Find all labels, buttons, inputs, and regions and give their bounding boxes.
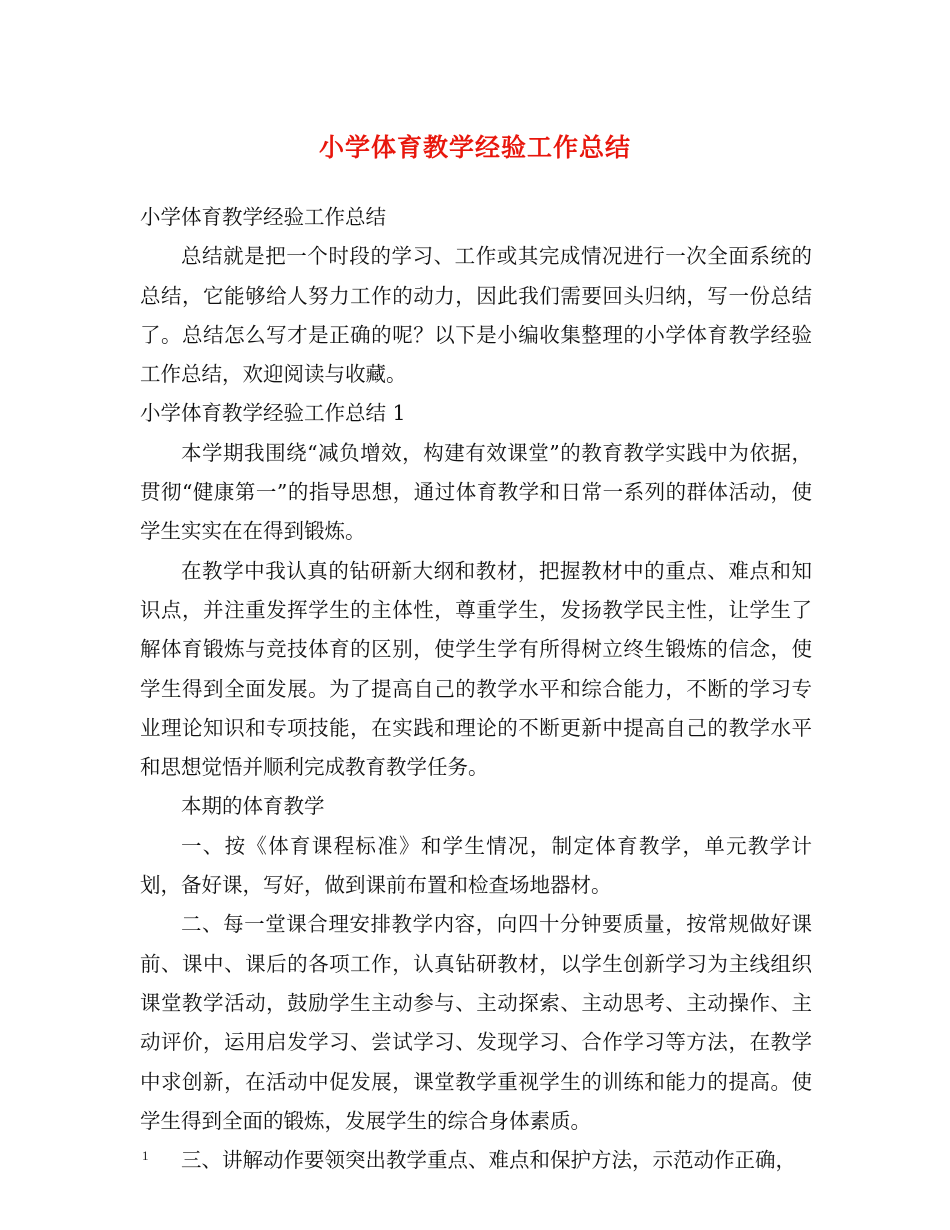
- paragraph: 总结就是把一个时段的学习、工作或其完成情况进行一次全面系统的总结，它能够给人努力工作的动力，因此我们需要回头归纳，写一份总结了。总结怎么写才是正确的呢？以下是小编收集整理的小学体育教学经验工作总结，欢迎阅读与收藏。: [140, 244, 812, 387]
- document-title: 小学体育教学经验工作总结: [318, 133, 631, 162]
- paragraph: 本期的体育教学: [181, 794, 325, 819]
- page-number: 1: [142, 1148, 149, 1163]
- paragraph: 本学期我围绕“减负增效，构建有效课堂”的教育教学实践中为依据，贯彻“健康第一”的指导思想，通过体育教学和日常一系列的群体活动，使学生实实在在得到锻炼。: [140, 440, 812, 544]
- paragraph: 一、按《体育课程标准》和学生情况，制定体育教学，单元教学计划，备好课，写好，做到课前布置和检查场地器材。: [140, 833, 812, 898]
- paragraph: 在教学中我认真的钻研新大纲和教材，把握教材中的重点、难点和知识点，并注重发挥学生的主体性，尊重学生，发扬教学民主性，让学生了解体育锻炼与竞技体育的区别，使学生学有所得树立终生锻炼的信念，使学生得到全面发展。为了提高自己的教学水平和综合能力，不断的学习专业理论知识和专项技能，在实践和理论的不断更新中提高自己的教学水平和思想觉悟并顺利完成教育教学任务。: [140, 558, 812, 780]
- paragraph: 小学体育教学经验工作总结: [140, 205, 386, 229]
- paragraph: 三、讲解动作要领突出教学重点、难点和保护方法，示范动作正确，: [181, 1148, 796, 1173]
- paragraph: 二、每一堂课合理安排教学内容，向四十分钟要质量，按常规做好课前、课中、课后的各项工作，认真钻研教材，以学生创新学习为主线组织课堂教学活动，鼓励学生主动参与、主动探索、主动思考、主动操作、主动评价，运用启发学习、尝试学习、发现学习、合作学习等方法，在教学中求创新，在活动中促发展，课堂教学重视学生的训练和能力的提高。使学生得到全面的锻炼，发展学生的综合身体素质。: [140, 912, 812, 1133]
- document-body: [140, 198, 812, 1180]
- paragraph: 小学体育教学经验工作总结 1: [140, 401, 406, 426]
